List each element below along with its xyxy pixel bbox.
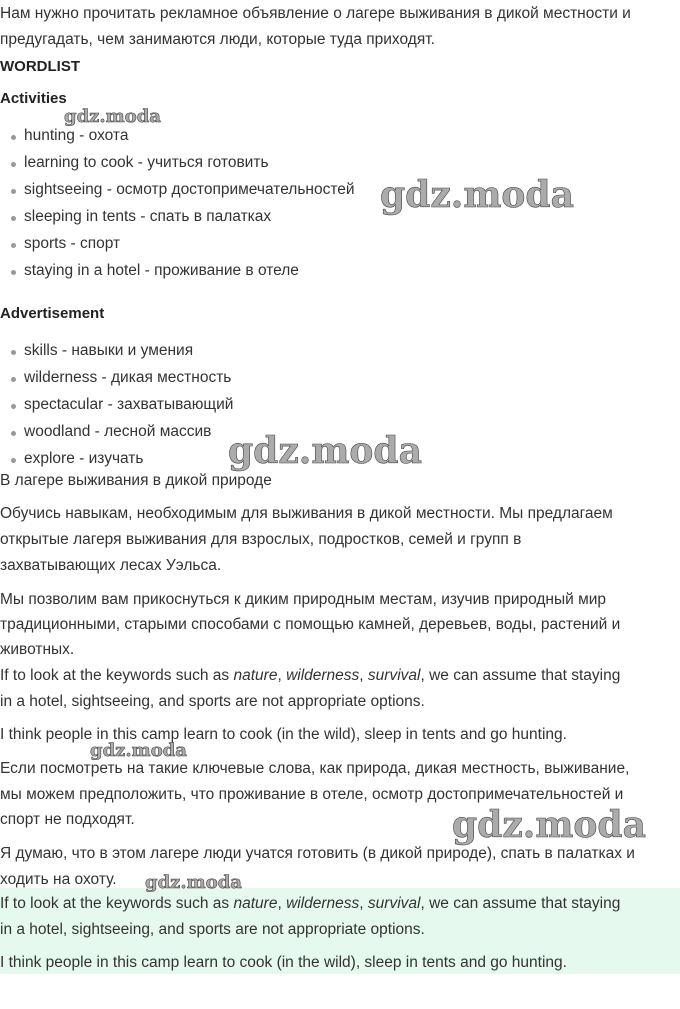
bullet-icon xyxy=(11,458,16,463)
keyword-separator: , xyxy=(359,895,368,912)
keyword-separator: , xyxy=(359,667,368,684)
list-item: explore - изучать xyxy=(24,450,144,467)
keyword-nature: nature xyxy=(233,667,278,684)
answer-en-1-text: If to look at the keywords such as xyxy=(0,667,234,684)
watermark: gdz.moda xyxy=(90,740,187,761)
list-item: spectacular - захватывающий xyxy=(24,396,234,413)
keyword-nature: nature xyxy=(233,895,278,912)
list-item: hunting - охота xyxy=(24,127,129,144)
answer-ru-2-line-1: Я думаю, что в этом лагере люди учатся готовить (в дикой природе), спать в палатках и xyxy=(0,845,635,862)
bullet-icon xyxy=(11,162,16,167)
highlight-en-1-line-2: in a hotel, sightseeing, and sports are not appropriate options. xyxy=(0,921,425,938)
ad-paragraph-2-line-2: традиционными, старыми способами с помощью камней, деревьев, воды, растений и xyxy=(0,616,621,633)
watermark: gdz.moda xyxy=(452,804,646,846)
keyword-wilderness: wilderness xyxy=(286,895,360,912)
answer-en-2: I think people in this camp learn to cook (in the wild), sleep in tents and go hunting. xyxy=(0,726,567,743)
list-item: sports - спорт xyxy=(24,235,121,252)
keyword-survival: survival xyxy=(367,895,421,912)
ad-paragraph-1-line-1: Обучись навыкам, необходимым для выживания в дикой местности. Мы предлагаем xyxy=(0,505,613,522)
list-item: staying in a hotel - проживание в отеле xyxy=(24,262,299,279)
ad-paragraph-2-line-3: животных. xyxy=(0,641,75,658)
list-item: wilderness - дикая местность xyxy=(24,369,232,386)
list-item: learning to cook - учиться готовить xyxy=(24,154,269,171)
watermark: gdz.moda xyxy=(64,106,161,127)
highlight-en-1-text: If to look at the keywords such as xyxy=(0,895,234,912)
highlight-en-1-text-end: , we can assume that staying xyxy=(420,895,621,912)
intro-line-2: предугадать, чем занимаются люди, которые туда приходят. xyxy=(0,31,435,48)
ad-title: В лагере выживания в дикой природе xyxy=(0,472,272,489)
answer-en-1-text-end: , we can assume that staying xyxy=(420,667,621,684)
watermark: gdz.moda xyxy=(380,174,574,216)
keyword-separator: , xyxy=(277,895,287,912)
answer-ru-1-line-2: мы можем предположить, что проживание в отеле, осмотр достопримечательностей и xyxy=(0,786,624,803)
answer-en-1-line-1 xyxy=(0,667,620,685)
highlight-en-1-line-1 xyxy=(0,895,620,913)
bullet-icon xyxy=(11,431,16,436)
bullet-icon xyxy=(11,243,16,248)
ad-paragraph-1-line-3: захватывающих лесах Уэльса. xyxy=(0,557,222,574)
bullet-icon xyxy=(11,135,16,140)
keyword-separator: , xyxy=(277,667,287,684)
keyword-wilderness: wilderness xyxy=(286,667,360,684)
intro-line-1: Нам нужно прочитать рекламное объявление о лагере выживания в дикой местности и xyxy=(0,5,631,22)
keyword-survival: survival xyxy=(367,667,421,684)
ad-paragraph-2-line-1: Мы позволим вам прикоснуться к диким природным местам, изучив природный мир xyxy=(0,591,607,608)
bullet-icon xyxy=(11,350,16,355)
activities-heading: Activities xyxy=(0,90,67,107)
watermark: gdz.moda xyxy=(228,430,422,472)
bullet-icon xyxy=(11,189,16,194)
highlight-en-2: I think people in this camp learn to cook (in the wild), sleep in tents and go hunting. xyxy=(0,954,567,971)
list-item: sleeping in tents - спать в палатках xyxy=(24,208,272,225)
bullet-icon xyxy=(11,270,16,275)
bullet-icon xyxy=(11,404,16,409)
list-item: sightseeing - осмотр достопримечательностей xyxy=(24,181,355,198)
bullet-icon xyxy=(11,377,16,382)
answer-ru-1-line-1: Если посмотреть на такие ключевые слова, как природа, дикая местность, выживание, xyxy=(0,760,630,777)
bullet-icon xyxy=(11,216,16,221)
ad-paragraph-1-line-2: открытые лагеря выживания для взрослых, подростков, семей и групп в xyxy=(0,531,522,548)
watermark: gdz.moda xyxy=(145,872,242,893)
answer-en-1-line-2: in a hotel, sightseeing, and sports are not appropriate options. xyxy=(0,693,425,710)
answer-ru-1-line-3: спорт не подходят. xyxy=(0,811,135,828)
list-item: skills - навыки и умения xyxy=(24,342,194,359)
list-item: woodland - лесной массив xyxy=(24,423,212,440)
answer-ru-2-line-2: ходить на охоту. xyxy=(0,871,117,888)
advertisement-heading: Advertisement xyxy=(0,305,105,322)
wordlist-heading: WORDLIST xyxy=(0,58,80,75)
